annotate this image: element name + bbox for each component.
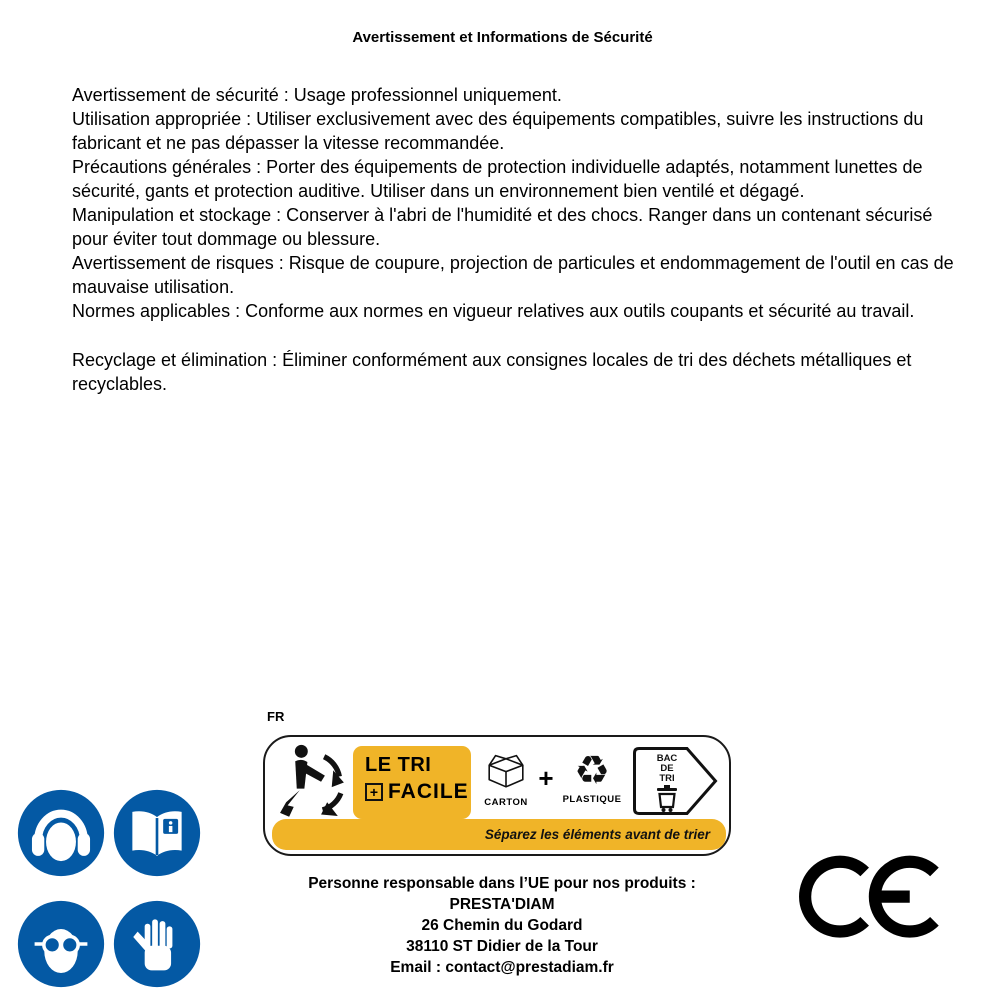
info-tri-logo [263,735,731,856]
carton-box-icon [480,750,532,790]
tri-tagline: Séparez les éléments avant de trier [272,819,726,850]
safety-paragraph: Manipulation et stockage : Conserver à l'abri de l'humidité et des chocs. Ranger dans un contenant sécurisé pour éviter tout dommage ou blessure. [72,205,933,249]
bac-de-tri-pennant [631,745,719,817]
ce-mark-icon [799,853,949,940]
contact-address-2: 38110 ST Didier de la Tour [406,938,598,955]
contact-address-1: 26 Chemin du Godard [421,917,583,934]
ce-mark [799,853,949,945]
materials-plus: + [538,763,554,793]
pennant-line: DE [660,763,674,774]
mandatory-pictograms [17,789,201,988]
tri-facile-badge [353,746,471,819]
safety-paragraph: Précautions générales : Porter des équipements de protection individuelle adaptés, notamment lunettes de sécurité, gants et protection auditive. Utiliser dans un environnement bien ventilé et dégagé. [72,157,923,201]
le-tri-label: LE TRI [365,754,432,776]
carton-material [477,750,535,808]
triman-icon [277,743,353,819]
contact-block [252,873,752,978]
safety-paragraph: Utilisation appropriée : Utiliser exclusivement avec des équipements compatibles, suivre les instructions du fabricant et ne pas dépasser la vitesse recommandée. [72,109,924,153]
contact-company: PRESTA'DIAM [449,896,555,913]
safety-paragraph: Avertissement de risques : Risque de coupure, projection de particules et endommagement de l'outil en cas de mauvaise utilisation. [72,253,954,297]
safety-paragraph: Normes applicables : Conforme aux normes en vigueur relatives aux outils coupants et sécurité au travail. [72,301,915,321]
facile-label: FACILE [388,780,469,803]
eye-protection-icon [17,900,105,988]
pennant-line: BAC [656,753,678,764]
contact-email: Email : contact@prestadiam.fr [390,959,614,976]
plastique-recycle-icon: ♻ [574,749,610,793]
country-code-label: FR [267,709,285,724]
safety-text-block [72,83,967,396]
page-title: Avertissement et Informations de Sécurité [352,29,653,46]
plastique-material [561,750,623,805]
pennant-line: TRI [659,773,675,784]
plastique-label: PLASTIQUE [562,794,622,805]
ear-protection-icon [17,789,105,877]
carton-label: CARTON [484,797,528,808]
plus-box-icon: + [365,783,383,801]
read-manual-icon [113,789,201,877]
contact-responsible-line: Personne responsable dans l’UE pour nos produits : [308,875,696,892]
safety-paragraph: Avertissement de sécurité : Usage professionnel uniquement. [72,85,562,105]
safety-paragraph: Recyclage et élimination : Éliminer conformément aux consignes locales de tri des déchets métalliques et recyclables. [72,350,912,394]
protective-gloves-icon [113,900,201,988]
